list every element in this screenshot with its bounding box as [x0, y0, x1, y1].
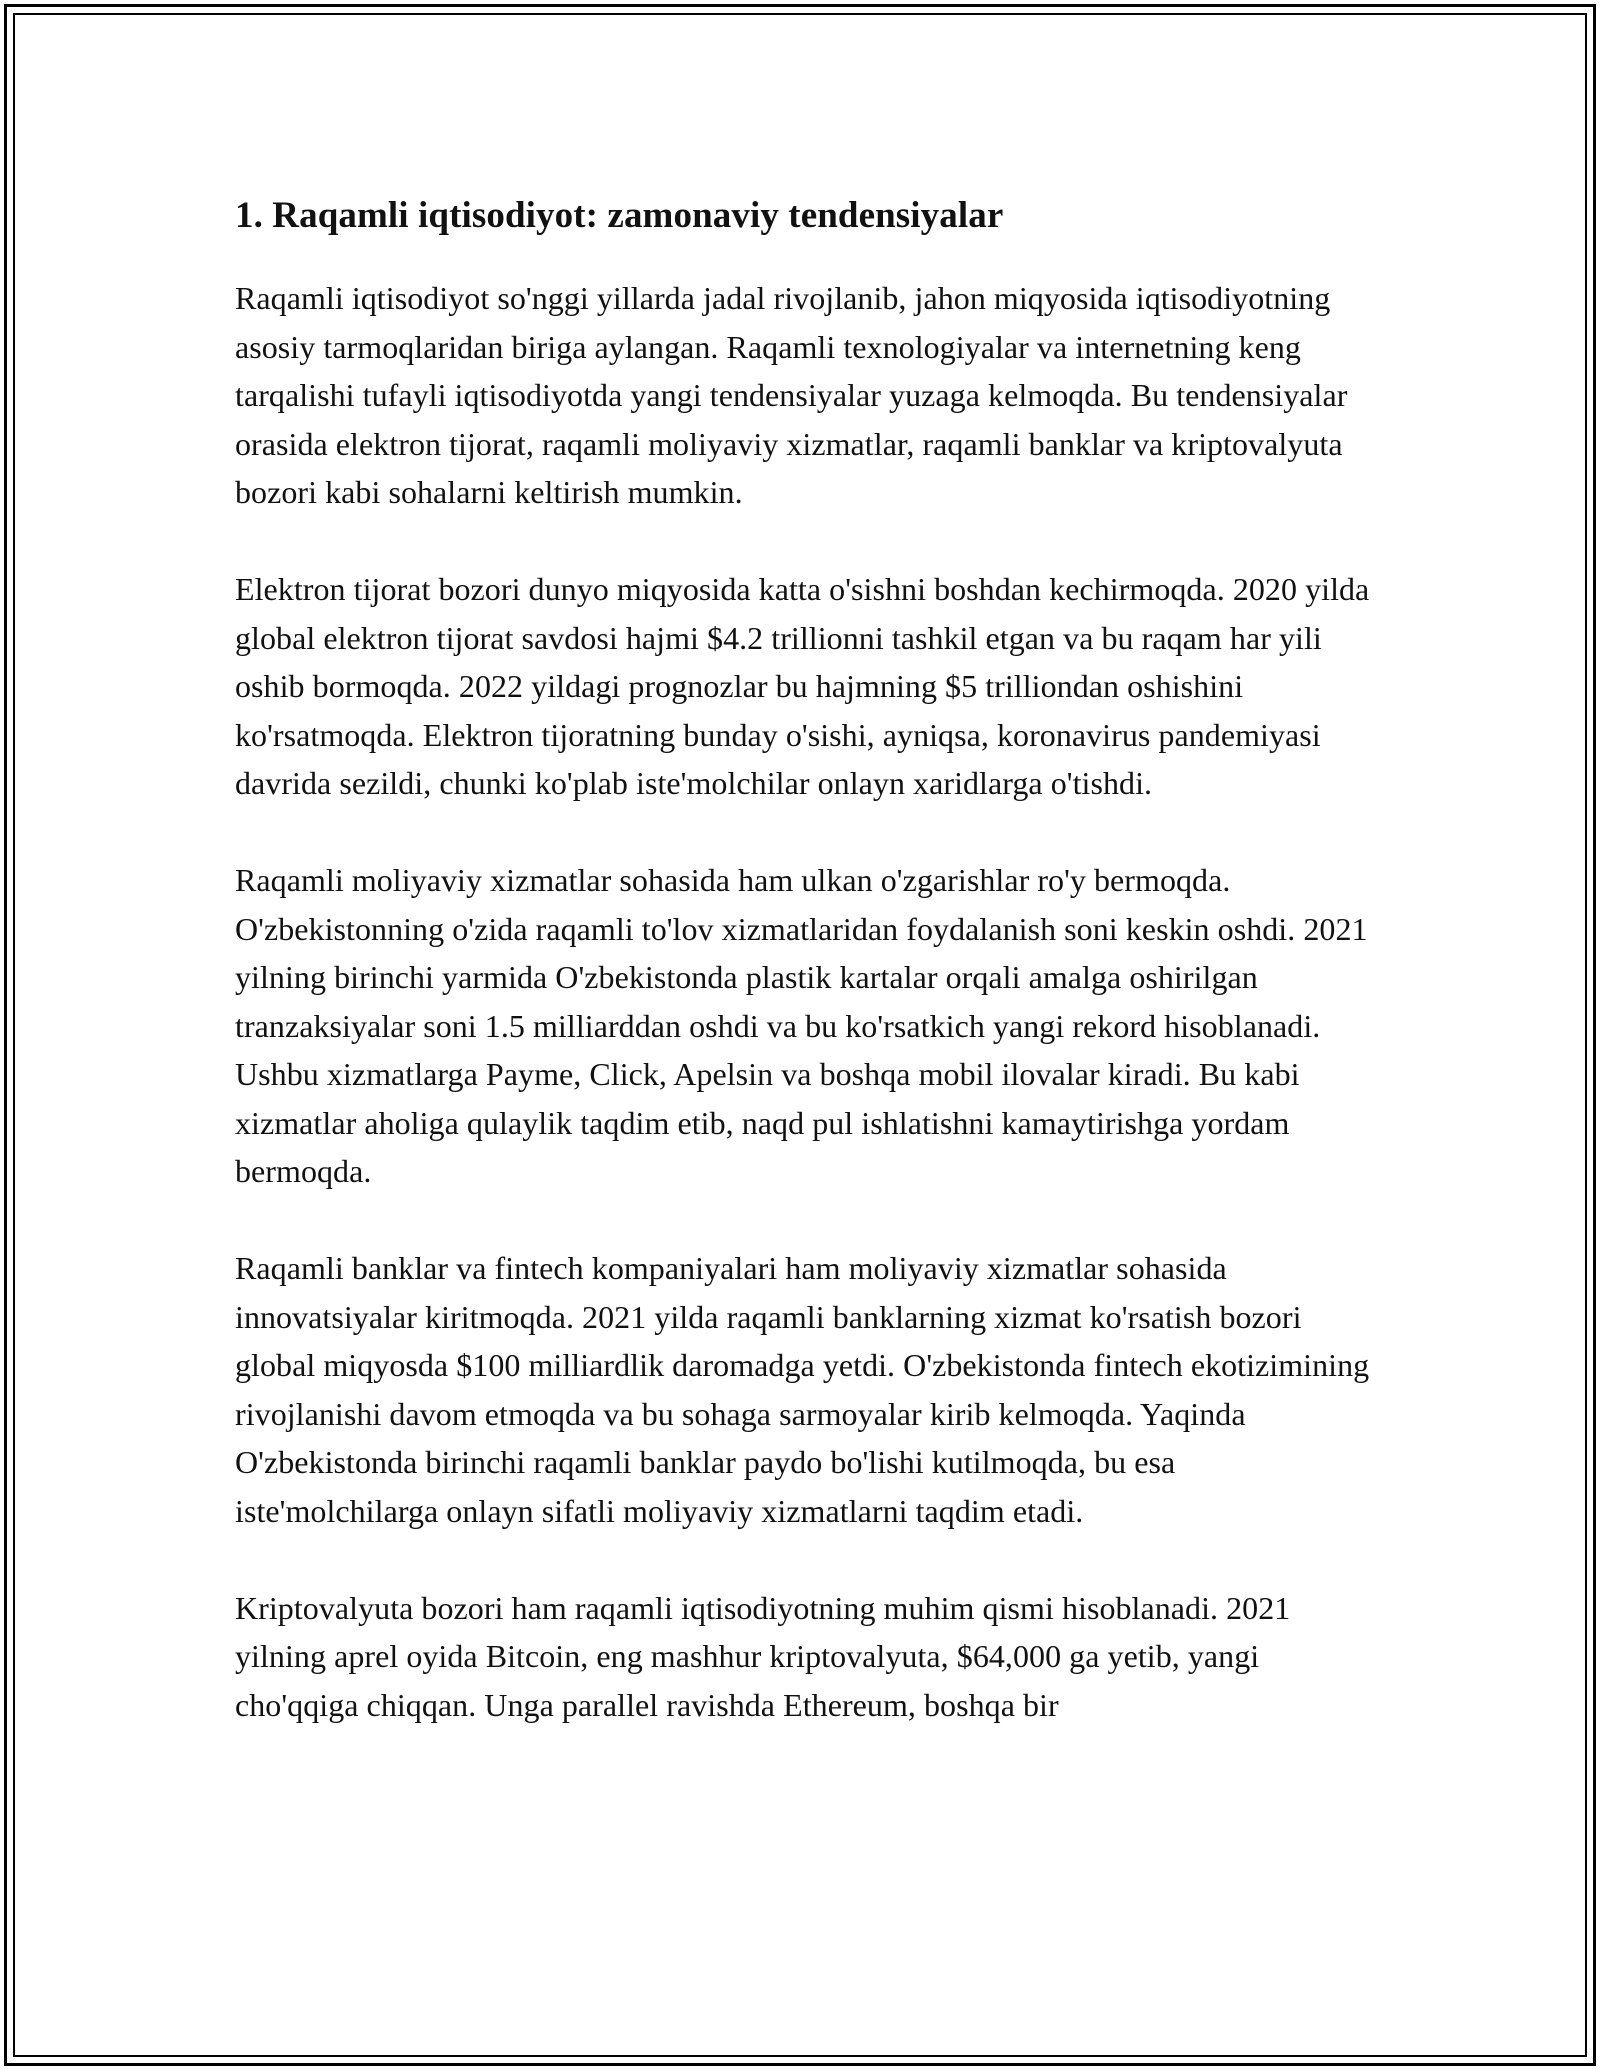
paragraph-digital-banks: Raqamli banklar va fintech kompaniyalari ham moliyaviy xizmatlar sohasida innovatsiyalar kiritmoqda. 2021 yilda raqamli banklarning xizmat ko'rsatish bozori global miqyosda $100 milliardlik daromadga yetdi. O'zbekistonda fintech ekotizimining rivojlanishi davom etmoqda va bu sohaga sarmoyalar kirib kelmoqda. Yaqinda O'zbekistonda birinchi raqamli banklar paydo bo'lishi kutilmoqda, bu esa iste'molchilarga onlayn sifatli moliyaviy xizmatlarni taqdim etadi. [235, 1250, 1370, 1529]
document-body [235, 188, 1375, 1729]
paragraph-ecommerce: Elektron tijorat bozori dunyo miqyosida katta o'sishni boshdan kechirmoqda. 2020 yilda global elektron tijorat savdosi hajmi $4.2 trillionni tashkil etgan va bu raqam har yili oshib bormoqda. 2022 yildagi prognozlar bu hajmning $5 trilliondan oshishini ko'rsatmoqda. Elektron tijoratning bunday o'sishi, ayniqsa, koronavirus pandemiyasi davrida sezildi, chunki ko'plab iste'molchilar onlayn xaridlarga o'tishdi. [235, 571, 1370, 801]
paragraph-crypto: Kriptovalyuta bozori ham raqamli iqtisodiyotning muhim qismi hisoblanadi. 2021 yilning aprel oyida Bitcoin, eng mashhur kriptovalyuta, $64,000 ga yetib, yangi cho'qqiga chiqqan. Unga parallel ravishda Ethereum, boshqa bir [235, 1589, 1291, 1723]
paragraph-intro: Raqamli iqtisodiyot so'nggi yillarda jadal rivojlanib, jahon miqyosida iqtisodiyotning asosiy tarmoqlaridan biriga aylangan. Raqamli texnologiyalar va internetning keng tarqalishi tufayli iqtisodiyotda yangi tendensiyalar yuzaga kelmoqda. Bu tendensiyalar orasida elektron tijorat, raqamli moliyaviy xizmatlar, raqamli banklar va kriptovalyuta bozori kabi sohalarni keltirish mumkin. [235, 280, 1348, 510]
paragraph-digital-finance: Raqamli moliyaviy xizmatlar sohasida ham ulkan o'zgarishlar ro'y bermoqda. O'zbekistonning o'zida raqamli to'lov xizmatlaridan foydalanish soni keskin oshdi. 2021 yilning birinchi yarmida O'zbekistonda plastik kartalar orqali amalga oshirilgan tranzaksiyalar soni 1.5 milliarddan oshdi va bu ko'rsatkich yangi rekord hisoblanadi. Ushbu xizmatlarga Payme, Click, Apelsin va boshqa mobil ilovalar kiradi. Bu kabi xizmatlar aholiga qulaylik taqdim etib, naqd pul ishlatishni kamaytirishga yordam bermoqda. [235, 862, 1368, 1189]
section-heading: 1. Raqamli iqtisodiyot: zamonaviy tendensiyalar [235, 195, 1004, 236]
